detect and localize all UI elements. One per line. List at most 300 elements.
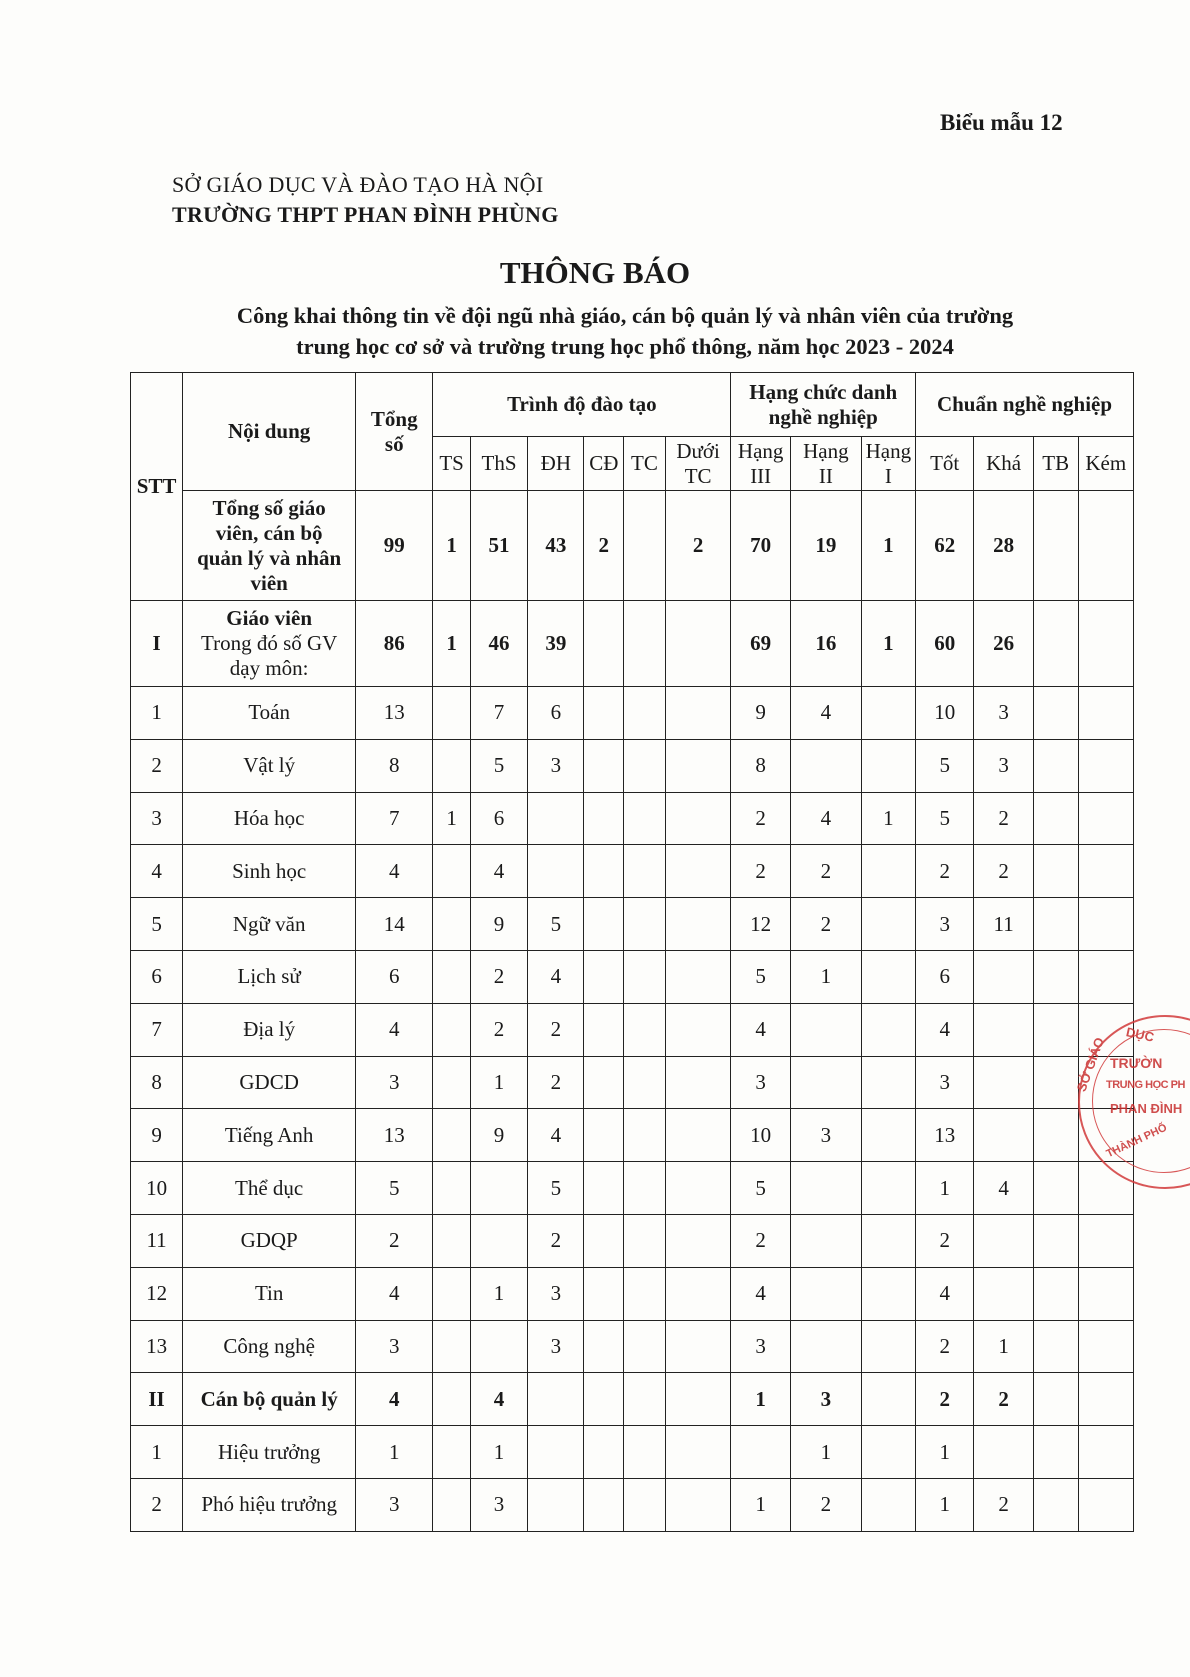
seal-text: DỤC [1124,1024,1156,1045]
row-label: Cán bộ quản lý [183,1373,356,1426]
row-cell [1033,845,1078,898]
header-stt: STT [131,373,183,601]
row-cell [861,1109,915,1162]
table-row [131,739,1134,792]
row-stt: 2 [131,1478,183,1531]
row-cell: 4 [974,1162,1033,1215]
table-row [131,1373,1134,1426]
row-cell: 3 [356,1056,433,1109]
header-rank-1 [861,437,915,491]
row-cell [433,1003,471,1056]
seal-text: TRƯỜN [1110,1055,1163,1071]
teacher-row-stt: I [131,601,183,687]
row-cell: 5 [731,950,790,1003]
row-label: Hóa học [183,792,356,845]
row-label: Ngữ văn [183,898,356,951]
teacher-label-line: dạy môn: [229,656,309,680]
row-cell [433,845,471,898]
school-name: TRƯỜNG THPT PHAN ĐÌNH PHÙNG [172,202,559,227]
teacher-cell [624,601,666,687]
row-cell: 4 [916,1267,974,1320]
row-cell [584,1426,624,1479]
row-cell [974,950,1033,1003]
row-stt: 8 [131,1056,183,1109]
row-cell [433,687,471,740]
row-label: Lịch sử [183,950,356,1003]
total-cell: 70 [731,491,790,601]
row-cell: 5 [916,739,974,792]
row-cell: 3 [790,1109,861,1162]
row-cell: 3 [528,739,584,792]
row-cell: 1 [470,1426,527,1479]
row-cell [1078,1426,1133,1479]
header-dh: ĐH [528,437,584,491]
row-stt: 6 [131,950,183,1003]
row-cell: 2 [731,845,790,898]
row-cell [624,1320,666,1373]
row-cell [1033,687,1078,740]
row-cell [1033,898,1078,951]
row-cell [1078,950,1133,1003]
total-cell [1078,491,1133,601]
row-cell: 2 [916,1320,974,1373]
row-cell: 4 [790,687,861,740]
row-label: Sinh học [183,845,356,898]
teacher-label-line: Trong đó số GV [200,631,338,655]
row-cell [1033,1320,1078,1373]
row-cell [584,1214,624,1267]
header-standard: Chuẩn nghề nghiệp [916,373,1134,437]
row-cell [433,1426,471,1479]
teacher-cell: 46 [470,601,527,687]
row-cell [584,845,624,898]
row-cell [624,1109,666,1162]
seal-text: SỞ GIÁO [1073,1035,1108,1094]
row-label: Tiếng Anh [183,1109,356,1162]
row-cell [1078,1214,1133,1267]
header-training: Trình độ đào tạo [433,373,731,437]
teacher-cell [1078,601,1133,687]
table-row [131,1267,1134,1320]
seal-text: THÀNH PHỐ [1104,1121,1169,1161]
header-rank-2 [790,437,861,491]
row-cell [861,1426,915,1479]
header-rank-3-line: III [750,463,772,488]
row-cell [861,1478,915,1531]
row-cell [861,898,915,951]
header-rank-2-line: II [818,463,833,488]
table-row [131,1162,1134,1215]
row-cell [433,739,471,792]
table-row [131,1214,1134,1267]
row-stt: 1 [131,1426,183,1479]
teacher-cell: 1 [861,601,915,687]
row-cell [470,1320,527,1373]
row-cell [861,739,915,792]
row-cell [584,898,624,951]
row-cell [665,1478,731,1531]
header-rank-1-line: I [884,463,892,488]
header-fair: Khá [974,437,1033,491]
table-row [131,1320,1134,1373]
row-cell: 4 [356,1267,433,1320]
row-cell: 2 [528,1003,584,1056]
row-cell [665,1320,731,1373]
teacher-cell: 26 [974,601,1033,687]
row-cell [470,1214,527,1267]
row-cell [624,1478,666,1531]
row-cell: 3 [790,1373,861,1426]
row-label: Phó hiệu trưởng [183,1478,356,1531]
row-cell [1033,1003,1078,1056]
row-cell [433,950,471,1003]
header-total-line: Tổng [370,406,418,431]
row-cell: 5 [731,1162,790,1215]
row-cell: 1 [356,1426,433,1479]
row-cell: 11 [974,898,1033,951]
total-label-line: quản lý và nhân [197,545,342,570]
total-cell: 62 [916,491,974,601]
document-title: THÔNG BÁO [499,255,691,290]
row-cell [433,1109,471,1162]
header-under-tc [665,437,731,491]
staff-table [130,372,1134,1532]
total-cell [624,491,666,601]
row-cell: 4 [470,1373,527,1426]
row-cell [433,1320,471,1373]
table-row [131,792,1134,845]
table-row [131,1056,1134,1109]
table-row [131,898,1134,951]
row-cell [1033,1162,1078,1215]
row-cell [584,1373,624,1426]
row-cell [1033,792,1078,845]
row-cell: 3 [916,1056,974,1109]
row-cell [974,1109,1033,1162]
row-cell: 6 [528,687,584,740]
row-cell [433,1373,471,1426]
header-content: Nội dung [183,373,356,491]
row-cell [1033,1478,1078,1531]
row-cell [624,845,666,898]
row-cell: 4 [528,950,584,1003]
row-cell [665,739,731,792]
row-cell: 2 [974,1478,1033,1531]
row-cell [665,898,731,951]
row-cell [528,792,584,845]
row-cell: 3 [731,1320,790,1373]
row-cell [624,1162,666,1215]
table-row [131,845,1134,898]
row-cell [528,1478,584,1531]
row-cell [1033,739,1078,792]
row-stt: II [131,1373,183,1426]
teacher-cell: 1 [433,601,471,687]
row-cell: 5 [528,1162,584,1215]
total-cell: 1 [861,491,915,601]
row-cell [861,1214,915,1267]
row-cell [584,792,624,845]
header-total-line: số [384,431,404,456]
row-cell: 2 [731,1214,790,1267]
seal-text: TRUNG HỌC PH [1106,1079,1185,1091]
row-cell: 9 [731,687,790,740]
table-row [131,687,1134,740]
row-cell [665,792,731,845]
row-cell: 6 [470,792,527,845]
row-cell: 10 [916,687,974,740]
row-cell [974,1056,1033,1109]
row-label: Vật lý [183,739,356,792]
header-total [356,373,433,491]
header-row-primary [131,373,1134,437]
row-cell: 4 [356,1003,433,1056]
row-cell [584,687,624,740]
row-cell [1033,1426,1078,1479]
row-cell: 2 [790,845,861,898]
row-cell: 4 [731,1267,790,1320]
row-cell [665,1056,731,1109]
row-cell: 4 [356,845,433,898]
row-cell [584,950,624,1003]
row-cell [584,1003,624,1056]
row-cell [861,845,915,898]
table-row [131,950,1134,1003]
row-cell [1078,1478,1133,1531]
row-cell: 3 [974,739,1033,792]
total-label-line: viên [250,570,288,595]
table-row [131,1426,1134,1479]
header-rank-2-line: Hạng [803,438,849,463]
row-cell [584,1267,624,1320]
row-cell: 12 [731,898,790,951]
row-cell: 2 [916,1214,974,1267]
row-cell [861,1003,915,1056]
row-cell [624,1426,666,1479]
row-cell: 2 [470,950,527,1003]
row-cell [790,1214,861,1267]
row-cell [861,1162,915,1215]
row-cell [1078,1267,1133,1320]
row-cell: 1 [861,792,915,845]
row-cell [861,1056,915,1109]
row-cell: 3 [356,1478,433,1531]
row-cell [665,1267,731,1320]
row-cell [1033,1214,1078,1267]
row-cell: 6 [356,950,433,1003]
row-label: Địa lý [183,1003,356,1056]
teacher-cell [665,601,731,687]
row-cell [433,1267,471,1320]
row-stt: 2 [131,739,183,792]
row-cell: 1 [470,1267,527,1320]
row-cell: 2 [470,1003,527,1056]
total-cell: 19 [790,491,861,601]
total-row [131,491,1134,601]
row-cell [790,739,861,792]
row-cell [624,1267,666,1320]
row-cell [584,1056,624,1109]
header-rank-line: Hạng chức danh [749,379,898,404]
row-cell [1078,1373,1133,1426]
table-row [131,1478,1134,1531]
row-cell: 4 [731,1003,790,1056]
teacher-row-label [183,601,356,687]
row-cell [584,1162,624,1215]
row-label: Thể dục [183,1162,356,1215]
row-label: Toán [183,687,356,740]
row-label: Tin [183,1267,356,1320]
row-cell: 13 [356,687,433,740]
row-cell: 3 [528,1267,584,1320]
row-stt: 12 [131,1267,183,1320]
row-cell [665,1426,731,1479]
row-label: GDCD [183,1056,356,1109]
header-rank-3-line: Hạng [737,438,784,463]
row-cell [624,1373,666,1426]
total-cell [1033,491,1078,601]
row-stt: 10 [131,1162,183,1215]
subtitle-line: trung học cơ sở và trường trung học phổ thông, năm học 2023 - 2024 [296,334,954,359]
row-cell [665,1373,731,1426]
row-cell: 7 [470,687,527,740]
total-cell: 43 [528,491,584,601]
teacher-cell: 69 [731,601,790,687]
table-row [131,1003,1134,1056]
row-cell [584,1109,624,1162]
row-cell: 4 [790,792,861,845]
row-stt: 4 [131,845,183,898]
total-row-label [183,491,356,601]
row-cell: 7 [356,792,433,845]
row-cell: 13 [916,1109,974,1162]
row-cell: 2 [731,792,790,845]
row-cell: 13 [356,1109,433,1162]
header-avg: TB [1033,437,1078,491]
row-cell [665,1003,731,1056]
teacher-cell: 16 [790,601,861,687]
teacher-cell [1033,601,1078,687]
seal-text: PHAN ĐÌNH [1110,1101,1183,1116]
teacher-cell: 39 [528,601,584,687]
form-label: Biểu mẫu 12 [940,110,1063,135]
row-cell: 5 [356,1162,433,1215]
row-cell [1078,687,1133,740]
row-cell: 5 [528,898,584,951]
row-stt: 3 [131,792,183,845]
header-good: Tốt [916,437,974,491]
row-cell [624,792,666,845]
row-cell: 5 [470,739,527,792]
row-cell: 14 [356,898,433,951]
row-cell [861,1320,915,1373]
row-cell [433,1478,471,1531]
row-cell [584,1478,624,1531]
row-cell [433,1056,471,1109]
header-under-tc-line: TC [684,463,712,488]
row-cell [790,1162,861,1215]
row-cell [665,950,731,1003]
row-cell [624,950,666,1003]
row-cell: 2 [974,792,1033,845]
row-cell [584,1320,624,1373]
row-cell [528,845,584,898]
header-rank-1-line: Hạng [865,438,912,463]
row-cell [624,898,666,951]
row-stt: 5 [131,898,183,951]
row-cell: 2 [916,1373,974,1426]
row-cell [528,1373,584,1426]
subtitle-line: Công khai thông tin về đội ngũ nhà giáo, cán bộ quản lý và nhân viên của trường [236,303,1014,328]
row-cell [433,1214,471,1267]
row-cell: 3 [974,687,1033,740]
row-cell [624,1056,666,1109]
row-cell: 4 [916,1003,974,1056]
row-cell: 2 [528,1056,584,1109]
row-cell [624,1003,666,1056]
row-cell [1078,792,1133,845]
teacher-label-line: Giáo viên [226,606,313,630]
total-cell: 2 [584,491,624,601]
row-cell [1078,739,1133,792]
row-cell: 1 [470,1056,527,1109]
row-cell [1033,950,1078,1003]
total-cell: 51 [470,491,527,601]
row-cell [624,687,666,740]
row-cell: 2 [974,845,1033,898]
row-cell: 6 [916,950,974,1003]
total-cell: 1 [433,491,471,601]
row-cell: 2 [974,1373,1033,1426]
header-rank-3 [731,437,790,491]
row-cell [433,1162,471,1215]
header-weak: Kém [1078,437,1133,491]
table-row [131,1109,1134,1162]
department-name: SỞ GIÁO DỤC VÀ ĐÀO TẠO HÀ NỘI [172,172,544,197]
row-cell: 9 [470,898,527,951]
row-cell [528,1426,584,1479]
row-cell [974,1214,1033,1267]
header-rank-line: nghề nghiệp [768,404,878,429]
row-cell [470,1162,527,1215]
total-label-line: Tổng số giáo [212,495,326,520]
total-cell: 28 [974,491,1033,601]
row-label: Công nghệ [183,1320,356,1373]
row-cell [1033,1056,1078,1109]
row-cell [861,1373,915,1426]
row-cell [974,1426,1033,1479]
row-cell [584,739,624,792]
row-cell [974,1003,1033,1056]
row-cell [731,1426,790,1479]
row-cell [974,1267,1033,1320]
row-cell: 8 [731,739,790,792]
row-cell: 1 [790,1426,861,1479]
row-label: Hiệu trưởng [183,1426,356,1479]
row-cell: 1 [731,1373,790,1426]
row-cell: 5 [916,792,974,845]
row-cell [1078,1320,1133,1373]
row-cell: 1 [974,1320,1033,1373]
row-stt: 13 [131,1320,183,1373]
row-cell [861,950,915,1003]
total-cell: 2 [665,491,731,601]
row-cell: 3 [731,1056,790,1109]
row-cell [790,1320,861,1373]
header-cd: CĐ [584,437,624,491]
row-cell: 3 [356,1320,433,1373]
row-cell: 3 [528,1320,584,1373]
